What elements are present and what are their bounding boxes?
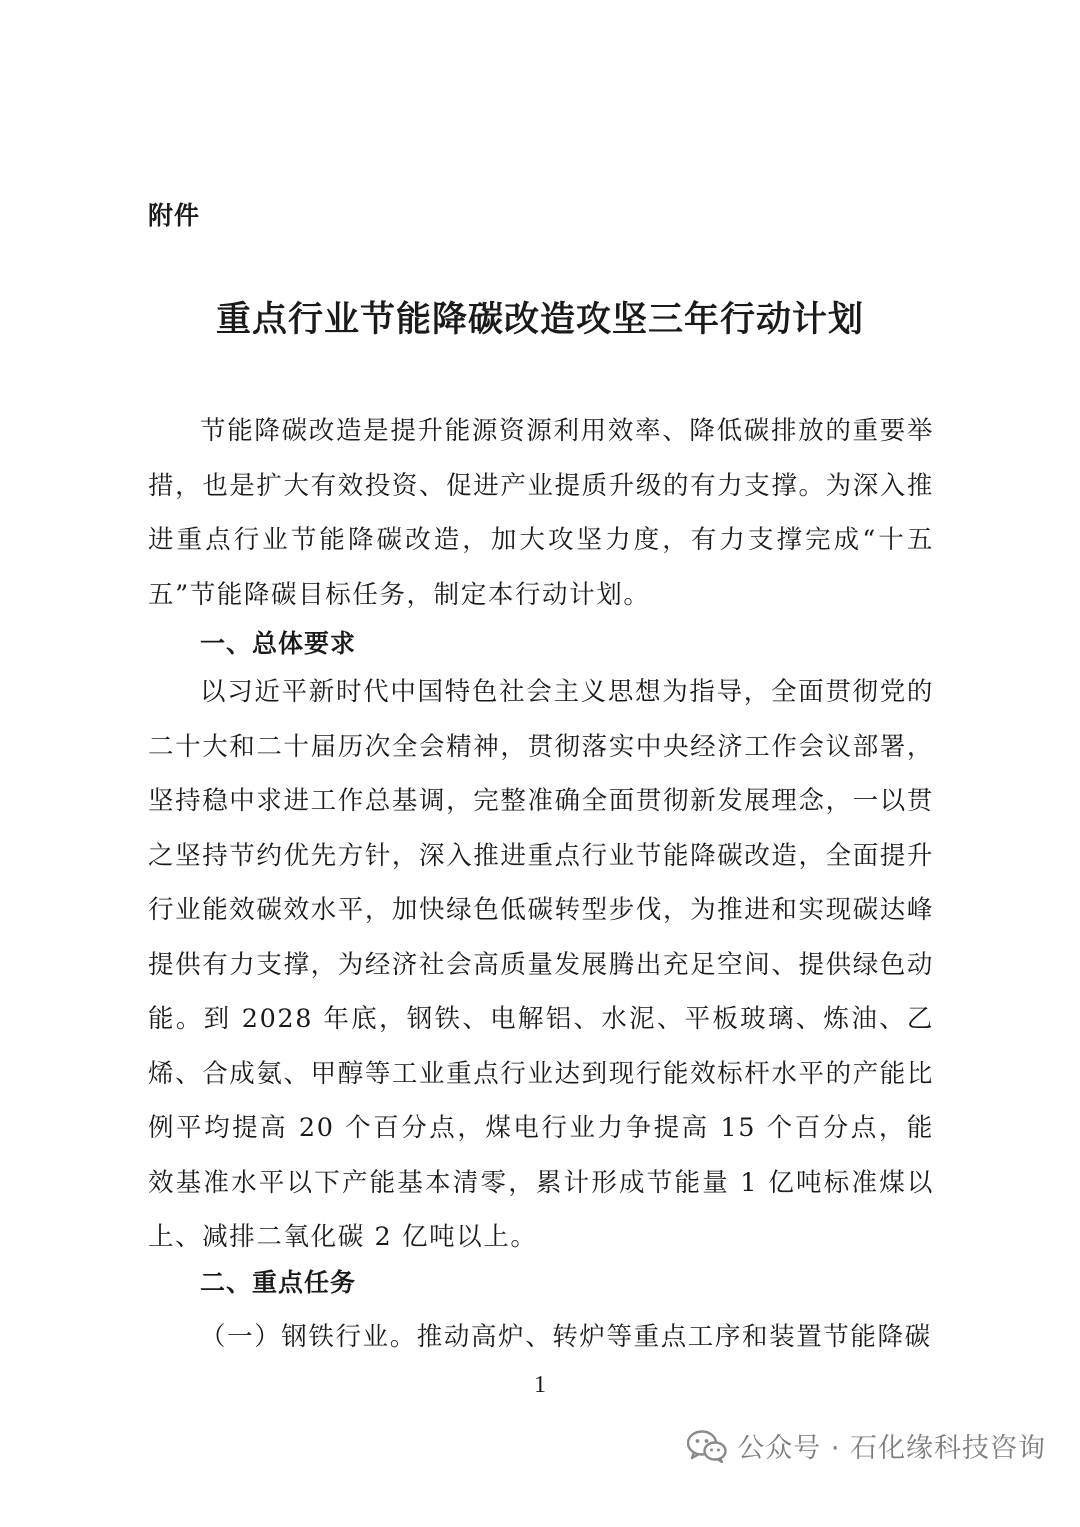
page-number: 1 — [534, 1372, 546, 1398]
section-heading-key-tasks: 二、重点任务 — [200, 1268, 357, 1297]
section-heading-overall-requirements: 一、总体要求 — [200, 629, 357, 658]
attachment-label: 附件 — [148, 201, 201, 230]
watermark-text: 公众号 · 石化缘科技咨询 — [737, 1433, 1046, 1464]
intro-paragraph: 节能降碳改造是提升能源资源利用效率、降低碳排放的重要举措，也是扩大有效投资、促进产业提质升级的有力支撑。为深入推进重点行业节能降碳改造，加大攻坚力度，有力支撑完成“十五五”节能降碳目标任务，制定本行动计划。 — [148, 416, 934, 610]
wechat-logo-icon — [687, 1429, 727, 1463]
document-title: 重点行业节能降碳改造攻坚三年行动计划 — [215, 299, 864, 340]
watermark — [687, 1426, 1046, 1465]
overall-requirements-paragraph: 以习近平新时代中国特色社会主义思想为指导，全面贯彻党的二十大和二十届历次全会精神，贯彻落实中央经济工作会议部署，坚持稳中求进工作总基调，完整准确全面贯彻新发展理念，一以贯之坚持节约优先方针，深入推进重点行业节能降碳改造，全面提升行业能效碳效水平，加快绿色低碳转型步伐，为推进和实现碳达峰提供有力支撑，为经济社会高质量发展腾出充足空间、提供绿色动能。到 2028 年底，钢铁、电解铝、水泥、平板玻璃、炼油、乙烯、合成氨、甲醇等工业重点行业达到现行能效标杆水平的产能比例平均提高 20 个百分点，煤电行业力争提高 15 个百分点，能效基准水平以下产能基本清零，累计形成节能量 1 亿吨标准煤以上、减排二氧化碳 2 亿吨以上。 — [148, 677, 934, 1252]
steel-industry-paragraph: （一）钢铁行业。推动高炉、转炉等重点工序和装置节能降碳 — [200, 1322, 932, 1352]
